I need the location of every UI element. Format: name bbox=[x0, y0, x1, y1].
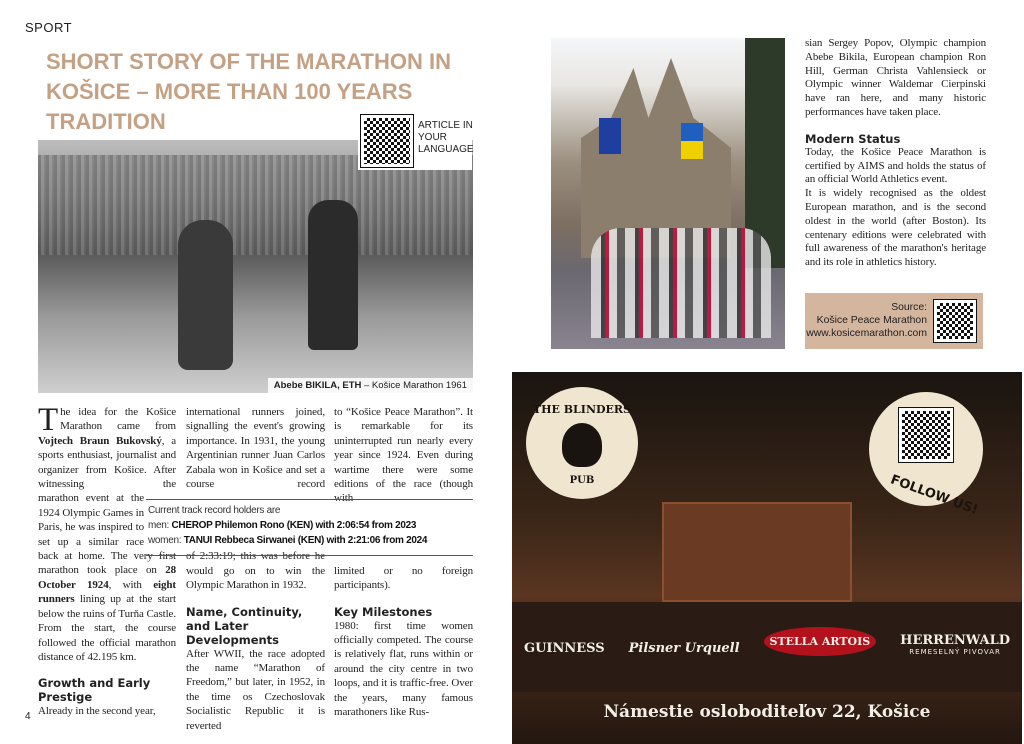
record-holders-box: Current track record holders are men: CHEROP Philemon Rono (KEN) with 2:06:54 from 2023 women: TANUI Rebbeca Sirwanei (KEN) with 2:21:06 from 2024 bbox=[146, 499, 473, 556]
subheading: Modern Status bbox=[805, 131, 901, 146]
subheading: Growth and Early Prestige bbox=[38, 676, 151, 705]
pub-advertisement bbox=[512, 372, 1022, 744]
text-column-3: to “Košice Peace Marathon”. It is remarkable for its uninterrupted run nearly every year since 1924. Even during wartime there were some editions of the race (though with limited or no foreign participants). Key Milestones 1980: first time women officially competed. The course is relatively flat, runs within or around the city centre in two loops, and it is traffic-free. Over the years, many famous marathoners like Rus- bbox=[334, 406, 473, 719]
subheading: Key Milestones bbox=[334, 604, 433, 619]
qr-label: ARTICLE IN YOUR LANGUAGE bbox=[418, 120, 474, 155]
blinders-pub-logo: THE BLINDERS PUB bbox=[526, 387, 638, 499]
page-number: 4 bbox=[25, 711, 31, 722]
text-column-2: international runners joined, signalling the event's growing importance. In 1931, the young Argentinian runner Juan Carlos Zabala won in Košice and set a course record of 2:33:19; this was before he would go on to win the Olympic Marathon in 1932. Name, Continuity, and Later Developments After WWII, the race adopted the name “Marathon of Freedom,” but later, in 1952, in the time os Czechoslovak Socialistic Republic it is reverted bbox=[186, 406, 325, 732]
text-column-1: The idea for the Košice Marathon came from Vojtech Braun Bukovský, a sports enthusiast, journalist and organizer from Košice. After witnessing the marathon event at the 1924 Olympic Games in Paris, he was inspired to set up a similar race back at home. The very first marathon took place on 28 October 1924, with eight runners lining up at the start below the ruins of Turňa Castle. From the start, the course followed the official marathon distance of 42.195 km. Growth and Early Prestige Already in the second year, bbox=[38, 402, 176, 718]
photo-caption: Abebe BIKILA, ETH – Košice Marathon 1961 bbox=[268, 378, 473, 393]
brand-herrenwald: HERRENWALD REMESELNÝ PIVOVAR bbox=[900, 633, 1011, 656]
brand-stella: STELLA ARTOIS bbox=[764, 627, 877, 656]
follow-us-badge[interactable]: FOLLOW US! bbox=[869, 392, 983, 506]
source-box: Source: Košice Peace Marathon www.kosicemarathon.com bbox=[805, 293, 983, 349]
qr-code-icon[interactable] bbox=[899, 408, 953, 462]
article-title: SHORT STORY OF THE MARATHON IN KOŠICE – MORE THAN 100 YEARS TRADITION bbox=[46, 49, 451, 134]
stag-icon bbox=[562, 423, 602, 467]
brand-pilsner: Pilsner Urquell bbox=[628, 641, 740, 656]
brand-logos bbox=[512, 627, 1022, 656]
historic-photo bbox=[38, 140, 473, 393]
cathedral-marathon-photo bbox=[551, 38, 785, 349]
source-url[interactable]: www.kosicemarathon.com bbox=[806, 328, 927, 339]
subheading: Name, Continuity, and Later Developments bbox=[186, 604, 303, 647]
drop-cap: T bbox=[38, 402, 59, 438]
text-column-4: sian Sergey Popov, Olympic champion Abebe Bikila, European champion Ron Hill, German Christa Vahlensieck or Olympic winner Waldemar Cierpinski have ran here, and many historic performances have taken place. Modern Status Today, the Košice Peace Marathon is certified by AIMS and holds the status of an official World Athletics event. It is widely recognised as the oldest European marathon, and is the second oldest in the world (after Boston). Its centenary editions were celebrated with full awareness of the marathon's heritage and its role in athletics history. bbox=[805, 37, 986, 269]
section-label: SPORT bbox=[25, 20, 73, 35]
brand-guinness: GUINNESS bbox=[523, 641, 605, 656]
qr-code-icon[interactable] bbox=[934, 300, 976, 342]
pub-address: Námestie osloboditeľov 22, Košice bbox=[603, 702, 931, 722]
